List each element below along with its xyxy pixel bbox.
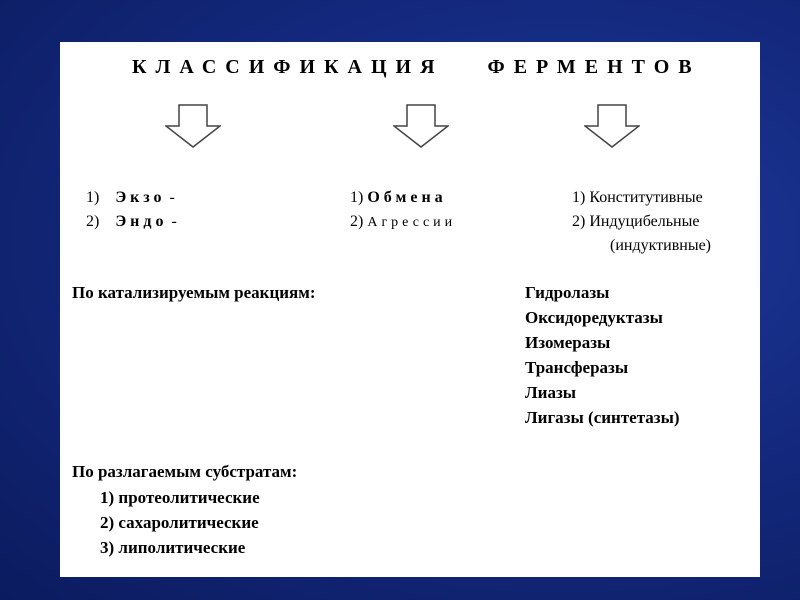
slide-title	[132, 56, 701, 79]
list-item: Оксидоредуктазы	[525, 308, 663, 327]
item-label: Агрессии	[367, 215, 457, 230]
item-label: Индуцибельные	[589, 213, 700, 230]
item-label: Обмена	[367, 189, 447, 206]
substrates-list	[100, 485, 260, 560]
item-label: сахаролитические	[118, 513, 259, 532]
item-label: Экзо	[115, 189, 166, 206]
item-suffix: -	[169, 189, 175, 206]
title-part-enzymes: ФЕРМЕНТОВ	[487, 56, 701, 78]
item-number: 1)	[350, 189, 364, 206]
list-item: Изомеразы	[525, 333, 611, 352]
list-item	[572, 210, 711, 234]
list-item	[350, 186, 456, 210]
item-label: протеолитические	[118, 488, 260, 507]
list-item	[100, 510, 260, 535]
substrates-heading: По разлагаемым субстратам:	[72, 462, 298, 481]
list-item	[100, 535, 260, 560]
synthesis-classification-list	[572, 186, 711, 258]
list-item	[350, 210, 456, 235]
item-suffix: -	[171, 213, 177, 230]
item-number: 2)	[350, 213, 364, 230]
function-classification-list	[350, 186, 456, 235]
list-item	[86, 210, 177, 234]
down-arrow-icon	[165, 104, 221, 148]
list-item: Трансферазы	[525, 358, 629, 377]
item-label: Эндо	[115, 213, 168, 230]
title-part-classification: КЛАССИФИКАЦИЯ	[132, 56, 444, 78]
down-arrow-icon	[584, 104, 640, 148]
list-item: Гидролазы	[525, 283, 610, 302]
list-item	[86, 186, 177, 210]
item-number: 1)	[86, 189, 100, 206]
list-item: Лигазы (синтетазы)	[525, 408, 680, 427]
item-number: 1)	[100, 488, 115, 507]
item-label: Конститутивные	[589, 189, 703, 206]
list-item	[100, 485, 260, 510]
reactions-heading: По катализируемым реакциям:	[72, 283, 316, 302]
reactions-list	[525, 280, 680, 430]
list-item	[572, 186, 711, 210]
list-note: (индуктивные)	[610, 237, 712, 254]
item-number: 1)	[572, 189, 586, 206]
list-item: Лиазы	[525, 383, 577, 402]
item-number: 2)	[572, 213, 586, 230]
item-label: липолитические	[118, 538, 246, 557]
item-number: 2)	[86, 213, 100, 230]
item-number: 3)	[100, 538, 115, 557]
slide-content	[60, 42, 760, 577]
item-number: 2)	[100, 513, 115, 532]
location-classification-list	[86, 186, 177, 234]
down-arrow-icon	[393, 104, 449, 148]
